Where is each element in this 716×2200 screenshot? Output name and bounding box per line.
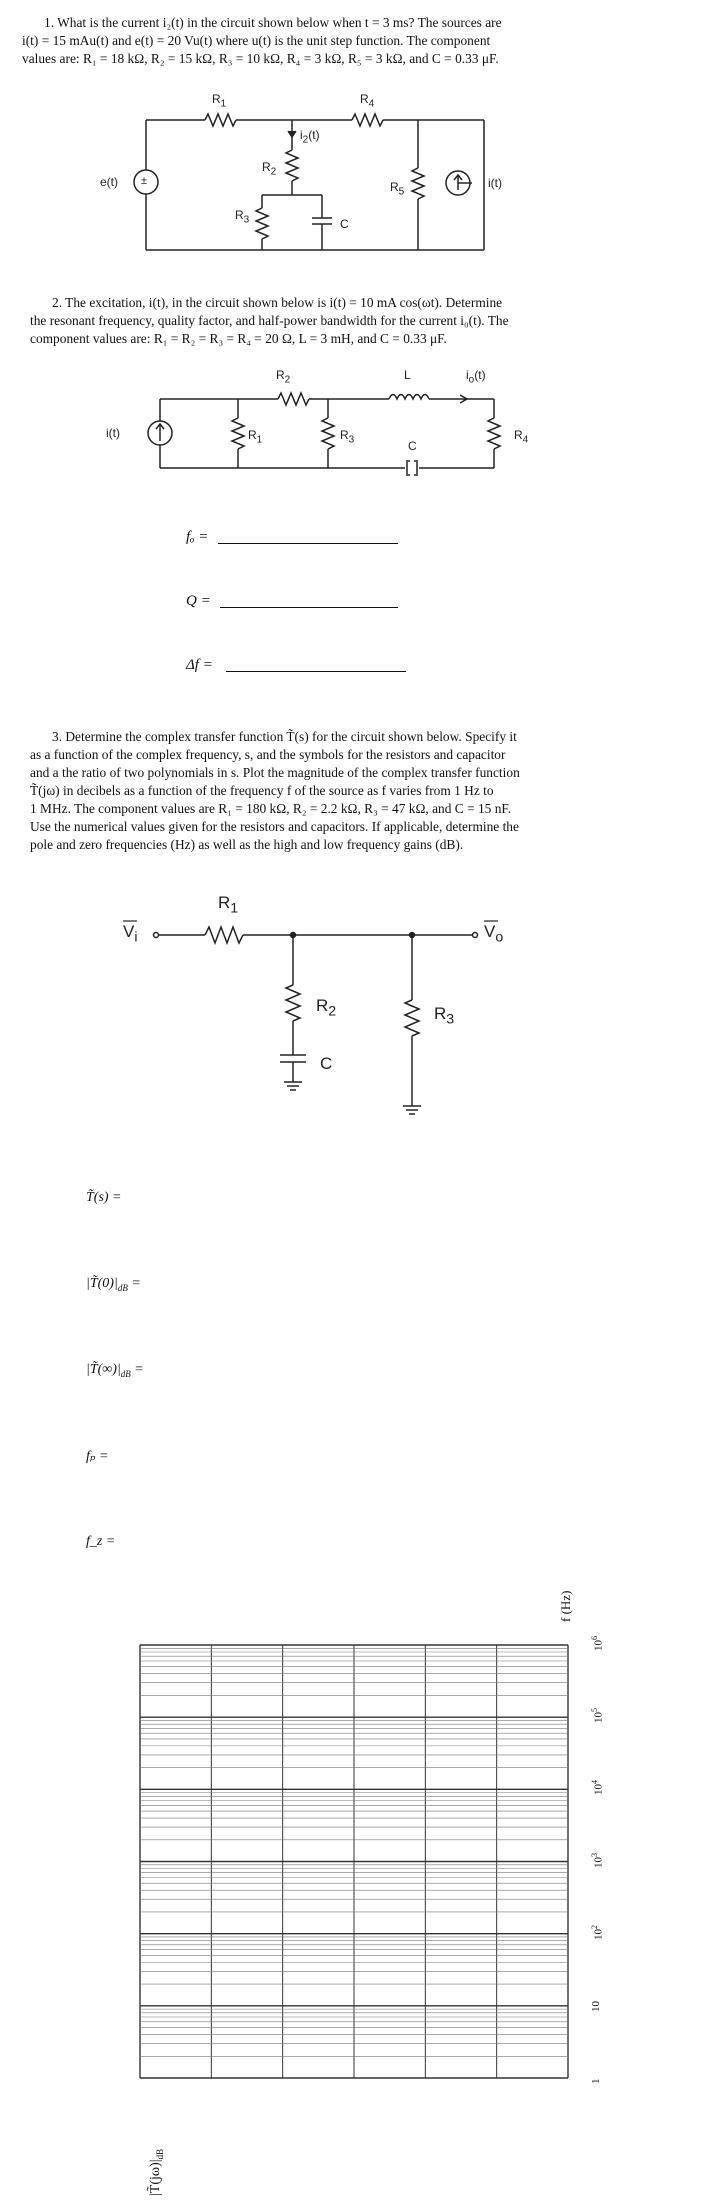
label-text: V (123, 922, 135, 941)
graph-decade-label (590, 1925, 605, 1940)
label-sub: o (495, 929, 504, 946)
label-sub: 1 (230, 900, 239, 917)
label-sub: 1 (256, 434, 263, 446)
graph-decade-label (590, 2001, 602, 2012)
label-text: R (218, 893, 231, 912)
label-text: |T̃(∞)| (86, 1362, 121, 1377)
label-sup: 2 (590, 1924, 599, 1929)
label-text: R (390, 180, 399, 194)
label-c: C (320, 1054, 333, 1073)
label-sub: dB (120, 1368, 131, 1379)
label-text: R (340, 428, 349, 442)
label-text: V (484, 922, 496, 941)
problem-1-line: i(t) = 15 mAu(t) and e(t) = 20 Vu(t) where u(t) is the unit step function. The component (22, 33, 491, 48)
label-c: C (340, 217, 349, 231)
answer-q-label: Q = (186, 593, 211, 609)
label-it: i(t) (488, 176, 502, 190)
problem-2-line: the resonant frequency, quality factor, and half-power bandwidth for the current i₀(t). The (30, 313, 509, 328)
label-sub: dB (154, 2148, 165, 2160)
label-it: i(t) (106, 426, 120, 440)
label-sub: 3 (348, 434, 355, 446)
graph-decade-label (590, 1708, 605, 1723)
label-text: 10 (590, 2000, 602, 2012)
label-text: R (235, 208, 244, 222)
graph-decade-label (590, 1636, 605, 1651)
label-sub: 3 (243, 214, 250, 226)
label-text: = (131, 1276, 141, 1291)
problem-3-line: Use the numerical values given for the resistors and capacitors. If applicable, determine the (30, 819, 519, 834)
answer-fz-label: f_z = (86, 1534, 116, 1549)
graph-decade-label (590, 2079, 602, 2085)
graph-x-axis-label: f (Hz) (558, 1590, 573, 1622)
problem-2-line: component values are: R₁ = R₂ = R₃ = R₄ = 20 Ω, L = 3 mH, and C = 0.33 μF. (30, 331, 447, 346)
problem-1-line: values are: R₁ = 18 kΩ, R₂ = 15 kΩ, R₃ = 10 kΩ, R₄ = 3 kΩ, R₅ = 3 kΩ, and C = 0.33 μF. (22, 51, 499, 66)
answer-fo-label: fₒ = (186, 529, 209, 545)
label-sub: 5 (398, 186, 405, 198)
label-sub: 2 (302, 134, 309, 146)
label-sub: 2 (270, 166, 277, 178)
label-text: R (262, 160, 271, 174)
label-text: |T̃(0)| (86, 1276, 118, 1291)
label-sup: 3 (590, 1852, 599, 1857)
label-text: R (316, 996, 329, 1015)
graph-decade-label (590, 1780, 605, 1795)
label-c: C (408, 439, 417, 453)
label-text: 10 (592, 1856, 605, 1868)
label-text: (t) (308, 128, 320, 142)
label-sup: 5 (590, 1708, 599, 1713)
answer-df-label: Δf = (186, 657, 213, 673)
label-text: 10 (592, 1712, 605, 1724)
graph-decade-label (590, 1853, 605, 1868)
label-text: 10 (592, 1640, 605, 1651)
problem-1-line: 1. What is the current i₂(t) in the circuit shown below when t = 3 ms? The sources are (44, 15, 502, 30)
label-sub: 2 (328, 1003, 337, 1020)
label-text: R (248, 428, 257, 442)
problem-3-line: T̃(jω) in decibels as a function of the frequency f of the source as f varies from 1 Hz to (30, 783, 494, 798)
label-text: |T̃(jω)| (148, 2159, 163, 2196)
label-sub: 2 (284, 374, 291, 386)
graph-y-axis-label (148, 2149, 165, 2196)
label-text: R (434, 1004, 447, 1023)
label-text: (t) (474, 368, 486, 382)
label-sub: 3 (446, 1011, 455, 1028)
problem-2-line: 2. The excitation, i(t), in the circuit shown below is i(t) = 10 mA cos(ωt). Determine (52, 295, 503, 310)
label-text: R (514, 428, 523, 442)
label-text: R (276, 368, 285, 382)
label-sub: o (468, 374, 475, 386)
label-sup: 6 (590, 1636, 599, 1640)
label-sub: dB (117, 1282, 128, 1293)
problem-3-line: 1 MHz. The component values are R₁ = 180 kΩ, R₂ = 2.2 kΩ, R₃ = 47 kΩ, and C = 15 nF. (30, 801, 512, 816)
problem-3-line: pole and zero frequencies (Hz) as well as the high and low frequency gains (dB). (30, 837, 464, 852)
label-text: R (212, 92, 221, 106)
label-text: 1 (590, 2078, 602, 2084)
answer-ts-label: T̃(s) = (86, 1190, 122, 1205)
problem-3-line: and a the ratio of two polynomials in s. Plot the magnitude of the complex transfer function (30, 765, 520, 780)
label-text: i (466, 368, 469, 382)
problem-3-line: 3. Determine the complex transfer function T̃(s) for the circuit shown below. Specify it (52, 729, 517, 744)
label-e: e(t) (100, 175, 118, 189)
answer-fp-label: fₚ = (86, 1449, 109, 1464)
label-text: 10 (592, 1784, 605, 1796)
label-text: = (134, 1362, 144, 1377)
label-sub: 4 (368, 98, 375, 110)
label-text: i (300, 128, 303, 142)
label-text: 10 (592, 1928, 605, 1940)
label-sub: i (134, 929, 138, 946)
label-sup: 4 (590, 1780, 599, 1785)
label-sub: 4 (522, 434, 529, 446)
problem-3-line: as a function of the complex frequency, s, and the symbols for the resistors and capacitor (30, 747, 506, 762)
label-pm: ± (141, 175, 148, 187)
label-sub: 1 (220, 98, 227, 110)
label-l: L (404, 368, 411, 382)
label-text: R (360, 92, 369, 106)
